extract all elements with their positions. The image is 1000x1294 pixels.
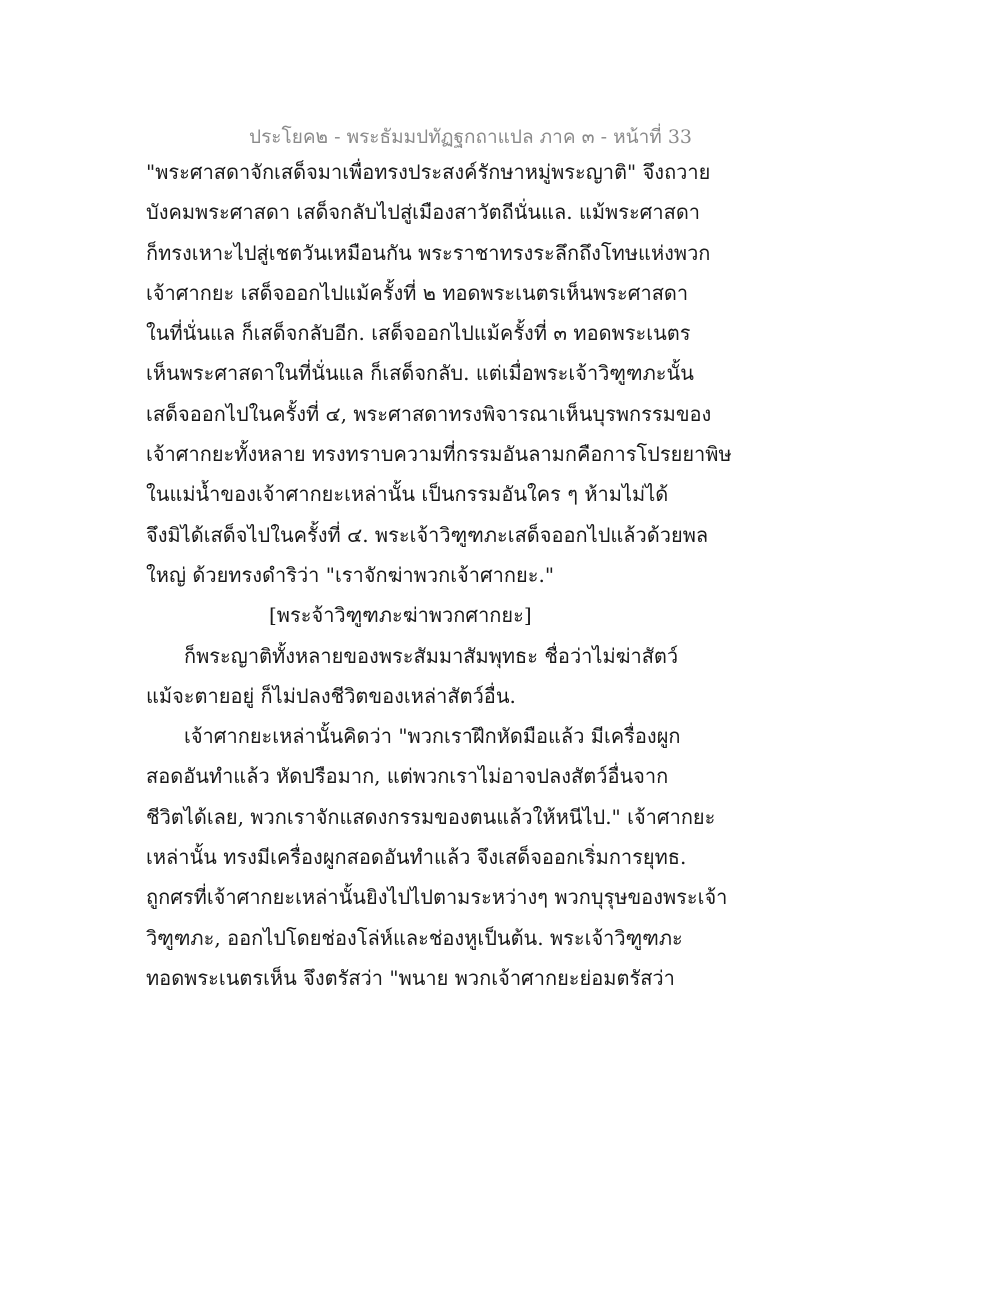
text-line: เจ้าศากยะ เสด็จออกไปแม้ครั้งที่ ๒ ทอดพระเนตรเห็นพระศาสดา (146, 280, 689, 305)
text-line: เห็นพระศาสดาในที่นั่นแล ก็เสด็จกลับ. แต่เมื่อพระเจ้าวิฑูฑภะนั้น (146, 361, 694, 386)
text-line: ก็พระญาติทั้งหลายของพระสัมมาสัมพุทธะ ชื่อว่าไม่ฆ่าสัตว์ (184, 643, 679, 668)
text-line: ถูกศรที่เจ้าศากยะเหล่านั้นยิงไปไปตามระหว่างๆ พวกบุรุษของพระเจ้า (146, 885, 728, 910)
section-heading: [พระจ้าวิฑูฑภะฆ่าพวกศากยะ] (269, 603, 532, 628)
text-line: เจ้าศากยะทั้งหลาย ทรงทราบความที่กรรมอันลามกคือการโปรยยาพิษ (146, 442, 732, 467)
text-line: บังคมพระศาสดา เสด็จกลับไปสู่เมืองสาวัตถีนั่นแล. แม้พระศาสดา (146, 200, 701, 225)
text-line: เจ้าศากยะเหล่านั้นคิดว่า "พวกเราฝึกหัดมือแล้ว มีเครื่องผูก (184, 724, 681, 749)
text-line: วิฑูฑภะ, ออกไปโดยช่องโล่ห์และช่องหูเป็นต้น. พระเจ้าวิฑูฑภะ (146, 925, 683, 950)
text-line: ในแม่น้ำของเจ้าศากยะเหล่านั้น เป็นกรรมอันใคร ๆ ห้ามไม่ได้ (146, 482, 669, 507)
text-line: ในที่นั่นแล ก็เสด็จกลับอีก. เสด็จออกไปแม้ครั้งที่ ๓ ทอดพระเนตร (146, 321, 691, 346)
text-line: ใหญ่ ด้วยทรงดำริว่า "เราจักฆ่าพวกเจ้าศากยะ." (146, 562, 555, 587)
text-line: ก็ทรงเหาะไปสู่เชตวันเหมือนกัน พระราชาทรงระลึกถึงโทษแห่งพวก (146, 240, 711, 265)
text-line: ทอดพระเนตรเห็น จึงตรัสว่า "พนาย พวกเจ้าศากยะย่อมตรัสว่า (146, 965, 675, 990)
text-line: สอดอันทำแล้ว หัดปรือมาก, แต่พวกเราไม่อาจปลงสัตว์อื่นจาก (146, 764, 669, 789)
text-line: แม้จะตายอยู่ ก็ไม่ปลงชีวิตของเหล่าสัตว์อื่น. (146, 683, 516, 708)
text-line: เหล่านั้น ทรงมีเครื่องผูกสอดอันทำแล้ว จึงเสด็จออกเริ่มการยุทธ. (146, 845, 687, 870)
text-line: เสด็จออกไปในครั้งที่ ๔, พระศาสดาทรงพิจารณาเห็นบุรพกรรมของ (146, 401, 712, 426)
text-line: จึงมิได้เสด็จไปในครั้งที่ ๔. พระเจ้าวิฑูฑภะเสด็จออกไปแล้วด้วยพล (146, 522, 709, 547)
running-header: ประโยค๒ - พระธัมมปทัฏฐกถาแปล ภาค ๓ - หน้าที่ 33 (249, 126, 692, 148)
body-text (146, 152, 732, 998)
text-line: "พระศาสดาจักเสด็จมาเพื่อทรงประสงค์รักษาหมู่พระญาติ" จึงถวาย (146, 160, 711, 184)
text-line: ชีวิตได้เลย, พวกเราจักแสดงกรรมของตนแล้วให้หนีไป." เจ้าศากยะ (146, 804, 716, 829)
